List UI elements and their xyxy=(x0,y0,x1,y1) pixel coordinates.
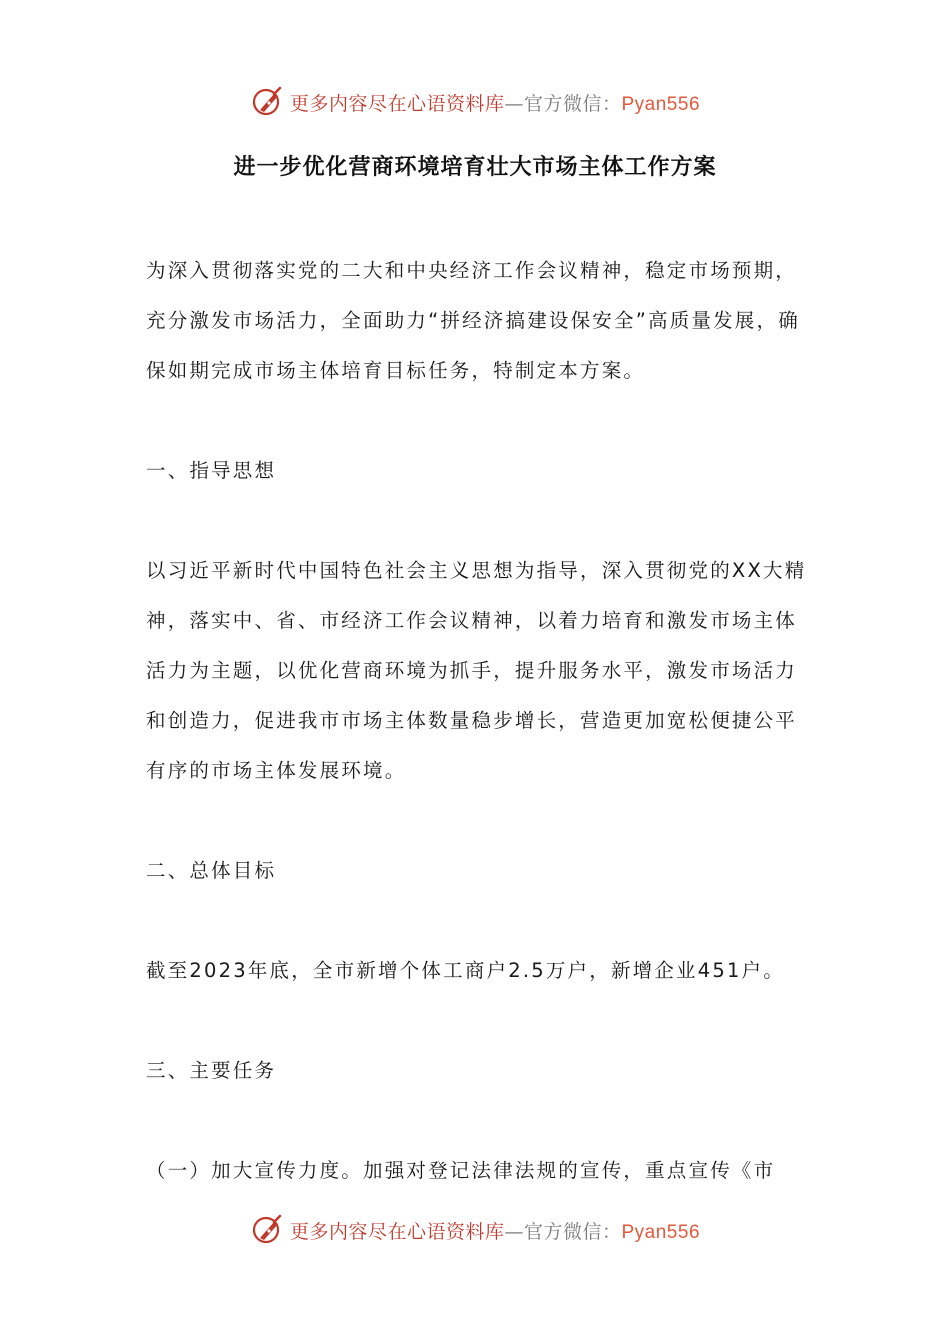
document-body xyxy=(146,246,816,1196)
watermark-text: 更多内容尽在心语资料库—官方微信：Pyan556 xyxy=(289,92,701,115)
watermark-text: 更多内容尽在心语资料库—官方微信：Pyan556 xyxy=(289,1220,701,1243)
section-body-overall-goal: 截至2023年底，全市新增个体工商户2.5万户，新增企业451户。 xyxy=(146,959,785,982)
section-heading-guiding-ideology: 一、指导思想 xyxy=(146,459,277,482)
section-body-guiding-ideology: 以习近平新时代中国特色社会主义思想为指导，深入贯彻党的XX大精神，落实中、省、市经济工作会议精神，以着力培育和激发市场主体活力为主题，以优化营商环境为抓手，提升服务水平，激发市场活力和创造力，促进我市市场主体数量稳步增长，营造更加宽松便捷公平有序的市场主体发展环境。 xyxy=(146,559,807,782)
watermark-banner-top xyxy=(0,82,950,122)
intro-paragraph: 为深入贯彻落实党的二大和中央经济工作会议精神，稳定市场预期，充分激发市场活力，全面助力“拼经济搞建设保安全”高质量发展，确保如期完成市场主体培育目标任务，特制定本方案。 xyxy=(146,259,800,382)
document-title: 进一步优化营商环境培育壮大市场主体工作方案 xyxy=(233,155,717,180)
pen-logo-icon xyxy=(250,84,286,120)
pen-logo-icon xyxy=(250,1212,286,1248)
section-heading-main-tasks: 三、主要任务 xyxy=(146,1059,277,1082)
watermark-banner-bottom xyxy=(0,1210,950,1250)
section-heading-overall-goal: 二、总体目标 xyxy=(146,859,277,882)
task-item-1: （一）加大宣传力度。加强对登记法律法规的宣传，重点宣传《市 xyxy=(146,1159,776,1182)
